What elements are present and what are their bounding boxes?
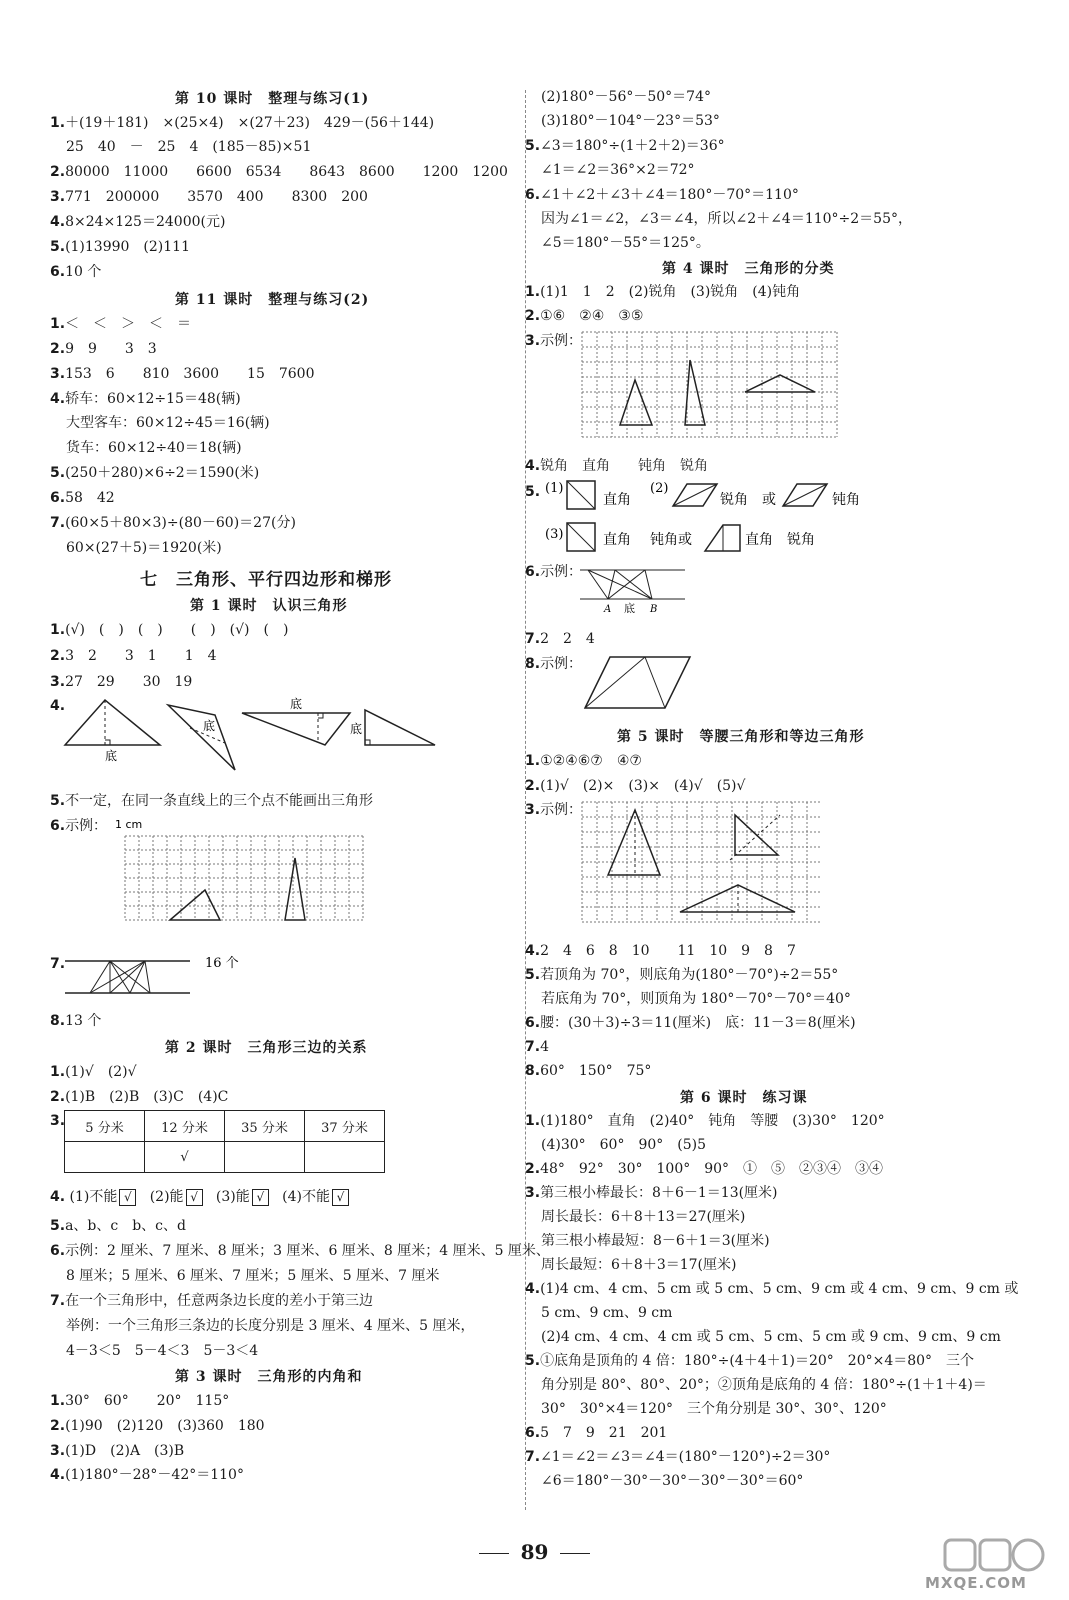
question-number: 3. (50, 189, 66, 205)
answer-line (50, 792, 373, 810)
check-box-3: √ (252, 1189, 269, 1206)
answer-line (525, 332, 582, 350)
figure-l4-triangles (60, 695, 460, 785)
answer-line (50, 1417, 265, 1435)
answer-text: 第 6 课时 练习课 (680, 1090, 808, 1106)
answer-text: 第 1 课时 认识三角形 (190, 598, 348, 614)
svg-text:A: A (604, 604, 612, 615)
answer-text: ∠1＝∠2＝36°×2＝72° (541, 162, 695, 178)
answer-text: ＜ ＜ ＞ ＜ ＝ (65, 316, 192, 332)
answer-text: 9 9 3 3 (65, 341, 157, 357)
table-header-cell: 5 分米 (65, 1111, 145, 1142)
answer-text: 10 个 (65, 264, 102, 280)
answer-line (50, 1012, 101, 1030)
answer-text: 4 (540, 1039, 549, 1055)
question-number: 6. (525, 564, 541, 580)
svg-text:锐角 或: 锐角 或 (720, 492, 776, 508)
watermark-logo: MXQE.COM (925, 1536, 1055, 1592)
check-box-4: √ (332, 1189, 349, 1206)
answer-line (50, 1217, 186, 1235)
answer-text: 第三根小棒最短：8－6＋1＝3(厘米) (541, 1233, 770, 1249)
question-number: 4. (50, 698, 66, 714)
answer-line (50, 315, 191, 333)
answer-line (541, 161, 695, 179)
question-number: 5. (525, 484, 541, 500)
answer-text: (3)180°－104°－23°＝53° (541, 113, 720, 129)
section-heading (662, 258, 835, 278)
answer-line (525, 1352, 974, 1370)
answer-text: 示例： (540, 802, 583, 818)
answer-text: ∠5＝180°－55°＝125°。 (541, 235, 710, 251)
answer-line (525, 777, 745, 795)
answer-text: 153 6 810 3600 15 7600 (65, 366, 315, 382)
answer-line (525, 966, 838, 984)
answer-text: 第 2 课时 三角形三边的关系 (165, 1040, 368, 1056)
answer-text: 3 2 3 1 1 4 (65, 648, 217, 664)
answer-text: (1)√ (2)× (3)× (4)√ (5)√ (540, 778, 746, 794)
answer-text: 示例：2 厘米、7 厘米、8 厘米；3 厘米、6 厘米、8 厘米；4 厘米、5 厘米、 (65, 1243, 550, 1259)
question-number: 1. (525, 753, 541, 769)
answer-text: 60×(27＋5)＝1920(米) (66, 540, 222, 556)
answer-line (50, 1292, 373, 1310)
answer-line (50, 163, 508, 181)
question-number: 3. (525, 802, 541, 818)
answer-text: 第三根小棒最长：8＋6－1＝13(厘米) (540, 1185, 778, 1201)
answer-text: 58 42 (65, 490, 115, 506)
answer-line (50, 955, 65, 973)
answer-line (541, 1136, 706, 1154)
answer-text: a、b、c b、c、d (65, 1218, 186, 1234)
answer-text: 48° 92° 30° 100° 90° ① ⑤ ②③④ ③④ (540, 1161, 884, 1177)
answer-text: (60×5＋80×3)÷(80－60)＝27(分) (65, 515, 296, 531)
label-di-3: 底 (290, 697, 303, 711)
answer-text: (√) ( ) ( ) ( ) (√) ( ) (65, 622, 289, 638)
answer-line (50, 188, 368, 206)
question-number: 6. (525, 1425, 541, 1441)
svg-text:直角 锐角: 直角 锐角 (745, 532, 815, 548)
answer-text: 示例： (540, 333, 583, 349)
answer-text: (2)4 cm、4 cm、4 cm 或 5 cm、5 cm、5 cm 或 9 cm、9 cm、9 cm (541, 1329, 1001, 1345)
answer-line (50, 1392, 229, 1410)
question-number: 1. (50, 316, 66, 332)
svg-text:(2): (2) (650, 481, 669, 496)
label-di-1: 底 (105, 749, 118, 763)
question-number: 7. (50, 1293, 66, 1309)
answer-line (541, 990, 851, 1008)
answer-line (525, 801, 582, 819)
answer-line (525, 483, 540, 501)
answer-line (525, 1160, 883, 1178)
answer-text: 4－3＜5 5－4＜3 5－3＜4 (66, 1343, 259, 1359)
question-number: 3. (50, 674, 66, 690)
question-number: 7. (525, 1039, 541, 1055)
answer-line (50, 1242, 550, 1260)
answer-text: (1)180°－28°－42°＝110° (65, 1467, 244, 1483)
question-number: 7. (50, 515, 66, 531)
answer-line (541, 1208, 745, 1226)
question-number: 5. (525, 1353, 541, 1369)
answer-text: (1)D (2)A (3)B (65, 1443, 185, 1459)
answer-text: 若顶角为 70°，则底角为(180°－70°)÷2＝55° (540, 967, 839, 983)
answer-text: (250＋280)×6÷2＝1590(米) (65, 465, 260, 481)
answer-line (541, 210, 912, 228)
answer-line (541, 1376, 987, 1394)
answer-line (525, 307, 643, 325)
answer-text: 8×24×125＝24000(元) (65, 214, 226, 230)
answer-line (50, 1112, 65, 1130)
answer-text: ①②④⑥⑦ ④⑦ (540, 753, 642, 769)
answer-line (525, 1184, 778, 1202)
answer-line (541, 1400, 887, 1418)
question-number: 6. (50, 1243, 66, 1259)
question-number: 8. (50, 1013, 66, 1029)
table-mark-cell: √ (145, 1142, 225, 1173)
question-number: 3. (50, 366, 66, 382)
line-l4-checks: 4. (1)不能 √ (2)能 √ (3)能 √ (4)不能 √ (50, 1188, 349, 1206)
answer-line (50, 1442, 184, 1460)
answer-text: 27 29 30 19 (65, 674, 193, 690)
figure-r3-grid (580, 330, 840, 445)
check-box-1: √ (119, 1189, 136, 1206)
figure-l6-grid (110, 818, 410, 938)
question-number: 6. (525, 187, 541, 203)
answer-line (541, 1232, 770, 1250)
answer-line (525, 186, 799, 204)
answer-text: 周长最短：6＋8＋3＝17(厘米) (541, 1257, 737, 1273)
answer-line (525, 655, 582, 673)
answer-text: 80000 11000 6600 6534 8643 8600 1200 1200 (65, 164, 508, 180)
answer-line (66, 1267, 440, 1285)
answer-text: 大型客车：60×12÷45＝16(辆) (66, 415, 270, 431)
question-number: 5. (50, 465, 66, 481)
question-number: 5. (525, 967, 541, 983)
table-mark-cell (65, 1142, 145, 1173)
answer-text: 第 5 课时 等腰三角形和等边三角形 (617, 729, 865, 745)
answer-line (50, 213, 225, 231)
answer-line (525, 563, 582, 581)
answer-line (50, 621, 288, 639)
answer-text: 因为∠1＝∠2，∠3＝∠4，所以∠2＋∠4＝110°÷2＝55°， (541, 211, 912, 227)
answer-line (525, 1014, 856, 1032)
question-number: 6. (50, 818, 66, 834)
answer-text: 第 3 课时 三角形的内角和 (175, 1369, 363, 1385)
answer-text: 5 7 9 21 201 (540, 1425, 668, 1441)
question-number: 2. (525, 1161, 541, 1177)
answer-line (50, 697, 65, 715)
section-heading (617, 726, 865, 746)
answer-line (541, 1328, 1001, 1346)
question-number: 3. (525, 333, 541, 349)
table-mark-cell (225, 1142, 305, 1173)
question-number: 1. (50, 115, 66, 131)
answer-line (541, 1256, 736, 1274)
question-number: 3. (50, 1113, 66, 1129)
check-box-2: √ (186, 1189, 203, 1206)
answer-line (541, 1304, 672, 1322)
answer-text: 货车：60×12÷40＝18(辆) (66, 440, 242, 456)
answer-text: (1)13990 (2)111 (65, 239, 190, 255)
label-di-2: 底 (203, 719, 216, 733)
question-number: 6. (50, 490, 66, 506)
answer-line (50, 1466, 244, 1484)
answer-text: (1)B (2)B (3)C (4)C (65, 1089, 229, 1105)
question-number: 2. (525, 778, 541, 794)
svg-text:直角: 直角 (603, 492, 631, 508)
question-number: 1. (525, 1113, 541, 1129)
answer-line (66, 414, 270, 432)
answer-text: 771 200000 3570 400 8300 200 (65, 189, 368, 205)
answer-text: ∠1＝∠2＝∠3＝∠4＝(180°－120°)÷2＝30° (540, 1449, 831, 1465)
answer-line (541, 112, 720, 130)
answer-line (66, 138, 311, 156)
question-number: 7. (50, 956, 66, 972)
section-heading (175, 88, 369, 108)
question-number: 4. (50, 1467, 66, 1483)
answer-text: 七 三角形、平行四边形和梯形 (140, 570, 392, 590)
answer-line (50, 238, 190, 256)
question-number: 7. (525, 1449, 541, 1465)
question-number: 1. (50, 1393, 66, 1409)
label-di-4: 底 (350, 722, 363, 736)
answer-line (50, 114, 434, 132)
question-number: 6. (525, 1015, 541, 1031)
answer-text: 2 4 6 8 10 11 10 9 8 7 (540, 943, 796, 959)
answer-text: 不一定，在同一条直线上的三个点不能画出三角形 (65, 793, 374, 809)
table-header-cell: 37 分米 (305, 1111, 385, 1142)
svg-text:(1): (1) (545, 481, 564, 496)
answer-text: (1)√ (2)√ (65, 1064, 137, 1080)
answer-line (66, 539, 222, 557)
question-number: 2. (50, 1089, 66, 1105)
table-triangle-sides (64, 1110, 385, 1173)
answer-line (541, 88, 711, 106)
question-number: 2. (50, 164, 66, 180)
question-number: 2. (50, 341, 66, 357)
question-number: 2. (50, 1418, 66, 1434)
question-number: 4. (50, 391, 66, 407)
answer-text: 第 4 课时 三角形的分类 (662, 261, 835, 277)
answer-text: 角分别是 80°、80°、20°；②顶角是底角的 4 倍：180°÷(1＋1＋4)＝ (541, 1377, 987, 1393)
question-number: 7. (525, 631, 541, 647)
answer-line (50, 1088, 228, 1106)
answer-text: ①⑥ ②④ ③⑤ (540, 308, 644, 324)
answer-line (525, 1112, 885, 1130)
question-number: 3. (50, 1443, 66, 1459)
table-mark-cell (305, 1142, 385, 1173)
answer-text: 若底角为 70°，则顶角为 180°－70°－70°＝40° (541, 991, 851, 1007)
question-number: 4. (525, 1281, 541, 1297)
answer-line (66, 439, 242, 457)
question-number: 8. (525, 1063, 541, 1079)
table-header-cell: 12 分米 (145, 1111, 225, 1142)
answer-text: 25 40 － 25 4 (185－85)×51 (66, 139, 312, 155)
chapter-heading (140, 565, 392, 590)
answer-line (50, 817, 107, 835)
answer-text: (1)1 1 2 (2)锐角 (3)锐角 (4)钝角 (540, 284, 801, 300)
answer-text: 第 10 课时 整理与练习(1) (175, 91, 370, 107)
figure-r8-parallelogram (580, 652, 700, 714)
answer-text: 60° 150° 75° (540, 1063, 652, 1079)
answer-text: 锐角 直角 钝角 锐角 (540, 458, 709, 474)
svg-text:钝角: 钝角 (832, 492, 860, 508)
answer-line (525, 942, 796, 960)
question-number: 1. (50, 1064, 66, 1080)
answer-text: ＋(19＋181) ×(25×4) ×(27＋23) 429－(56＋144) (65, 115, 435, 131)
answer-text: 30° 30°×4＝120° 三个角分别是 30°、30°、120° (541, 1401, 887, 1417)
question-number: 4. (525, 458, 541, 474)
figure-l7-lines (65, 953, 325, 1008)
answer-text: (1)4 cm、4 cm、5 cm 或 5 cm、5 cm、9 cm 或 4 cm、9 cm、9 cm 或 (540, 1281, 1019, 1297)
answer-text: (1)180° 直角 (2)40° 钝角 等腰 (3)30° 120° (540, 1113, 885, 1129)
svg-text:底: 底 (624, 602, 635, 615)
answer-text: 举例：一个三角形三条边的长度分别是 3 厘米、4 厘米、5 厘米， (66, 1318, 475, 1334)
answer-text: 30° 60° 20° 115° (65, 1393, 230, 1409)
answer-text: ①底角是顶角的 4 倍：180°÷(4＋4＋1)＝20° 20°×4＝80° 三个 (540, 1353, 975, 1369)
answer-line (525, 630, 595, 648)
answer-text: (1)90 (2)120 (3)360 180 (65, 1418, 265, 1434)
answer-line (66, 1317, 475, 1335)
section-heading (175, 289, 369, 309)
answer-line (50, 489, 115, 507)
answer-text: 在一个三角形中，任意两条边长度的差小于第三边 (65, 1293, 374, 1309)
answer-text: 示例： (540, 564, 583, 580)
answer-text: ∠1＋∠2＋∠3＋∠4＝180°－70°＝110° (540, 187, 799, 203)
answer-text: 2 2 4 (540, 631, 595, 647)
section-heading (680, 1087, 808, 1107)
answer-line (525, 752, 642, 770)
question-number: 4. (50, 214, 66, 230)
svg-text:B: B (650, 604, 658, 615)
svg-text:(3): (3) (545, 527, 564, 542)
answer-line (50, 673, 192, 691)
figure-r-sec5-grid (580, 800, 820, 930)
table-header-cell: 35 分米 (225, 1111, 305, 1142)
answer-line (525, 1038, 549, 1056)
question-number: 6. (50, 264, 66, 280)
answer-line (50, 340, 157, 358)
svg-text:直角: 直角 (603, 532, 631, 548)
answer-line (66, 1342, 258, 1360)
answer-line (50, 464, 259, 482)
answer-line (50, 263, 101, 281)
question-number: 5. (50, 1218, 66, 1234)
answer-text: 第 11 课时 整理与练习(2) (175, 292, 370, 308)
question-number: 5. (525, 138, 541, 154)
label-1cm: 1 cm (115, 818, 143, 831)
answer-line (50, 647, 217, 665)
question-number: 5. (50, 793, 66, 809)
answer-line (525, 1062, 651, 1080)
question-number: 1. (525, 284, 541, 300)
question-number: 2. (50, 648, 66, 664)
answer-text: (4)30° 60° 90° (5)5 (541, 1137, 707, 1153)
answer-line (541, 234, 710, 252)
answer-text: 示例： (540, 656, 583, 672)
answer-line (525, 137, 725, 155)
figure-r6-lines (580, 562, 690, 617)
section-heading (190, 595, 348, 615)
section-heading (175, 1366, 363, 1386)
answer-line (525, 283, 800, 301)
question-number: 3. (525, 1185, 541, 1201)
answer-line (525, 1424, 667, 1442)
question-number: 1. (50, 622, 66, 638)
answer-text: 腰：(30＋3)÷3＝11(厘米) 底：11－3＝8(厘米) (540, 1015, 856, 1031)
answer-text: 轿车：60×12÷15＝48(辆) (65, 391, 241, 407)
section-heading (165, 1037, 368, 1057)
answer-line (541, 1472, 803, 1490)
answer-line (50, 365, 315, 383)
page-number: 89 (0, 1540, 1069, 1564)
answer-text: ∠6＝180°－30°－30°－30°－30°＝60° (541, 1473, 804, 1489)
answer-line (525, 457, 708, 475)
answer-text: 周长最长：6＋8＋13＝27(厘米) (541, 1209, 746, 1225)
answer-text: 5 cm、9 cm、9 cm (541, 1305, 673, 1321)
answer-line (50, 390, 241, 408)
answer-text: 示例： (65, 818, 108, 834)
answer-text: (2)180°－56°－50°＝74° (541, 89, 711, 105)
answer-text: 13 个 (65, 1013, 102, 1029)
answer-text: 8 厘米；5 厘米、6 厘米、7 厘米；5 厘米、5 厘米、7 厘米 (66, 1268, 440, 1284)
question-number: 8. (525, 656, 541, 672)
question-number: 4. (525, 943, 541, 959)
figure-r5-shapes (545, 478, 885, 558)
question-number: 5. (50, 239, 66, 255)
answer-text: ∠3＝180°÷(1＋2＋2)＝36° (540, 138, 725, 154)
svg-text:钝角或: 钝角或 (650, 532, 692, 548)
answer-line (525, 1448, 830, 1466)
answer-line (525, 1280, 1018, 1298)
question-number: 2. (525, 308, 541, 324)
label-16-count: 16 个 (205, 956, 239, 971)
answer-line (50, 1063, 137, 1081)
answer-line (50, 514, 296, 532)
